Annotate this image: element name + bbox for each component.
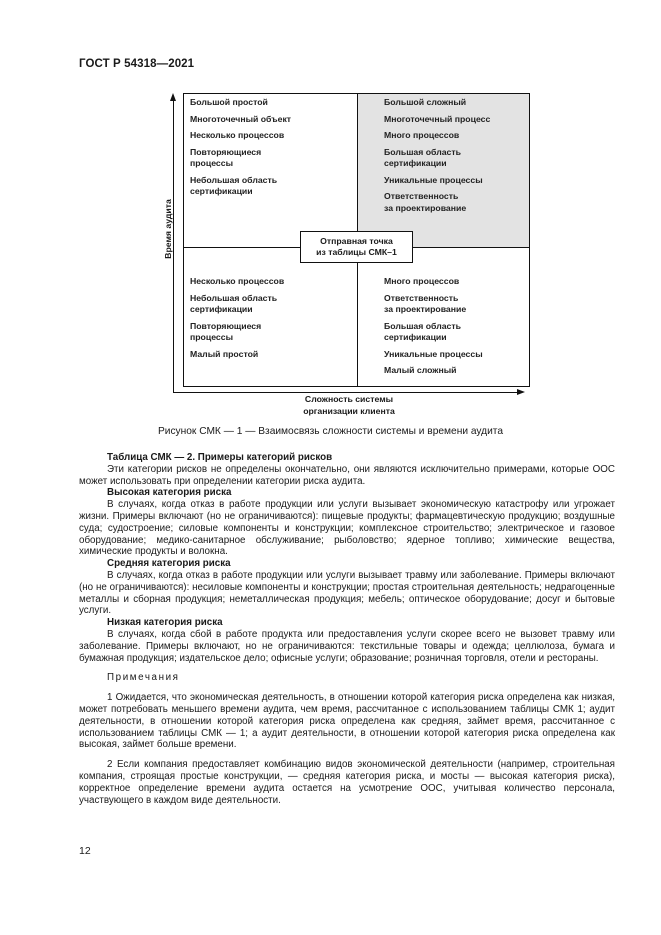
quadrant-bottom-left xyxy=(184,248,358,386)
quadrant-item: Многоточечный процесс xyxy=(384,113,491,124)
document-header: ГОСТ Р 54318—2021 xyxy=(79,58,195,70)
high-risk-paragraph: В случаях, когда отказ в работе продукции или услуги вызывает экономическую катастрофу или угрожает жизни. Примеры включают (но не ограничиваются): пищевые продукты; фармацевтическую продукцию; воздушные суда; судостроение; силовые компоненты и конструкции; комплексное строительство; электрическое и газовое оборудование; медико-санитарное обслуживание; рыболовство; ядерное топливо; химические вещества, химические продукты и волокна. xyxy=(79,499,615,558)
x-axis-label: Сложность системы организации клиента xyxy=(303,394,395,416)
x-axis-arrow-icon xyxy=(517,389,525,395)
quadrant-item: Большая область сертификации xyxy=(384,146,461,168)
quadrant-item: Малый простой xyxy=(190,348,259,359)
note-1: 1 Ожидается, что экономическая деятельность, в отношении которой категория риска определена как низкая, может потребовать меньшего времени аудита, чем время, рассчитанное с использованием таблицы СМК 1; аудит деятельности, в отношении которой категория риска определена как средняя, займет время, рассчитанное с использованием таблицы СМК — 1; а аудит деятельности, в отношении которой категория риска определена как высокая, займет больше времени. xyxy=(79,692,615,751)
quadrant-top-left xyxy=(184,94,358,248)
quadrant-item: Большой сложный xyxy=(384,97,467,107)
high-risk-heading: Высокая категория риска xyxy=(107,487,232,499)
page-number: 12 xyxy=(79,845,91,857)
quadrant-item: Повторяющиеся процессы xyxy=(190,146,262,168)
quadrant-item: Небольшая область сертификации xyxy=(190,292,278,314)
quadrant-item: Многоточечный объект xyxy=(190,113,292,124)
notes-heading: Примечания xyxy=(107,672,180,684)
medium-risk-paragraph: В случаях, когда отказ в работе продукции или услуги вызывает травму или заболевание. Примеры включают (но не ограничиваются): несиловые компоненты и конструкции; простая строительная деятельность; недрагоценные металлы и сборная продукция; неметаллическая продукция; мебель; оптическое оборудование; досуг и бытовые услуги. xyxy=(79,569,615,617)
quadrant-bottom-right xyxy=(358,248,529,386)
low-risk-paragraph: В случаях, когда сбой в работе продукта или предоставления услуги скорее всего не вызовет травму или заболевание. Примеры включают, но не ограничиваются: текстильные товары и одежда; целлюлоза, бумага и бумажная продукция; издательское дело; офисные услуги; образование; розничная торговля, отели и рестораны. xyxy=(79,628,615,664)
quadrant-item: Большой простой xyxy=(190,97,268,107)
quadrant-item: Много процессов xyxy=(384,130,460,140)
y-axis-arrow-icon xyxy=(170,93,176,101)
x-axis-line xyxy=(173,392,518,393)
quadrant-item: Небольшая область сертификации xyxy=(190,174,278,196)
figure-caption: Рисунок СМК — 1 — Взаимосвязь сложности системы и времени аудита xyxy=(157,426,504,437)
low-risk-heading: Низкая категория риска xyxy=(107,617,223,629)
quadrant-item: Уникальные процессы xyxy=(384,348,483,359)
y-axis-line xyxy=(173,100,174,392)
quadrant-item: Несколько процессов xyxy=(190,276,285,286)
quadrant-list xyxy=(384,276,524,382)
quadrant-item: Малый сложный xyxy=(384,365,457,375)
quadrant-item: Много процессов xyxy=(384,276,460,286)
medium-risk-heading: Средняя категория риска xyxy=(107,558,231,570)
quadrant-list xyxy=(190,276,350,365)
intro-paragraph: Эти категории рисков не определены окончательно, они являются исключительно примерами, которые ООС может использовать при определении категории риска аудита. xyxy=(79,463,615,487)
quadrant-list xyxy=(190,97,350,203)
quadrant-item: Большая область сертификации xyxy=(384,320,461,342)
quadrant-item: Ответственность за проектирование xyxy=(384,292,467,314)
table-title: Таблица СМК — 2. Примеры категорий рисков xyxy=(107,452,333,463)
quadrant-list xyxy=(384,97,524,219)
quadrant-item: Несколько процессов xyxy=(190,130,285,140)
quadrant-top-right xyxy=(358,94,529,248)
y-axis-label: Время аудита xyxy=(163,199,173,259)
quadrant-item: Повторяющиеся процессы xyxy=(190,320,262,342)
starting-point-box: Отправная точка из таблицы СМК–1 xyxy=(300,231,413,263)
document-body xyxy=(79,452,615,806)
quadrant-item: Уникальные процессы xyxy=(384,174,483,185)
note-2: 2 Если компания предоставляет комбинацию видов экономической деятельности (например, строительная компания, строящая простые конструкции, — средняя категория риска, и мосты — высокая категория риска), корректное определение времени аудита остается на усмотрение ООС, учитывая количество персонала, участвующего в каждом виде деятельности. xyxy=(79,759,615,806)
quadrant-item: Ответственность за проектирование xyxy=(384,191,467,213)
